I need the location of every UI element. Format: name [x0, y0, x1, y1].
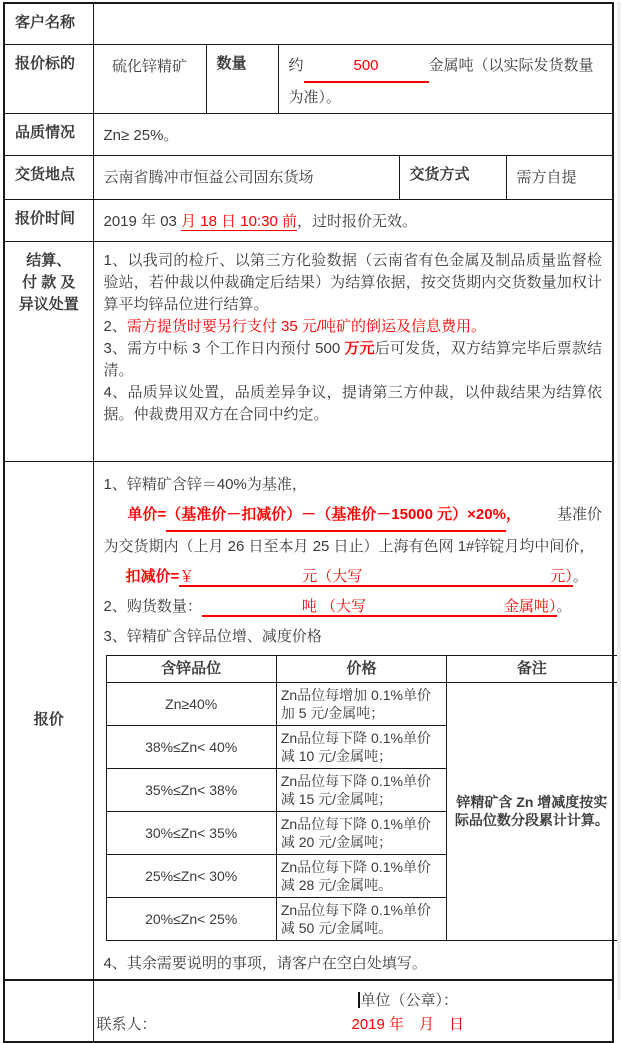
quote-details-cell — [93, 461, 613, 980]
settlement-label-line1: 结算、 — [26, 251, 72, 269]
settlement-label-line2: 付 款 及 — [22, 273, 76, 291]
quote-time-prefix: 2019 年 03 — [103, 212, 182, 230]
purchase-quantity-line — [104, 592, 603, 622]
yuan-sign: ￥ — [179, 567, 195, 585]
table-row — [4, 461, 613, 980]
quotation-document-page — [0, 2, 621, 1033]
quote-time-deadline: 月 18 日 10:30 前 — [181, 212, 297, 230]
quantity-value-cell — [278, 44, 613, 113]
settlement-item-4: 4、品质异议处置，品质差异争议，提请第三方仲裁，以仲裁结果为结算依据。仲裁费用双方在合同中约定。 — [103, 383, 603, 423]
grade-range: 30%≤Zn< 35% — [106, 811, 276, 854]
delivery-place-value: 云南省腾冲市恒益公司固东货场 — [93, 155, 399, 199]
unit-price-formula-body: （基准价－扣减价）－（基准价－15000 元）×20% — [166, 500, 506, 532]
deduction-price-line — [104, 562, 603, 592]
settlement-item-3-pre: 3、需方中标 3 个工作日内预付 500 — [103, 339, 345, 357]
contact-person-label: 联系人： — [96, 1015, 157, 1033]
deduction-end-text: 元） — [550, 567, 573, 585]
price-rule: Zn品位每增加 0.1%单价加 5 元/金属吨； — [276, 682, 446, 725]
deduction-amount-blank[interactable] — [194, 566, 302, 581]
purchase-quantity-unit: 吨 （大写 — [301, 597, 367, 615]
quote-item-3: 3、锌精矿含锌品位增、减度价格 — [103, 627, 322, 645]
settlement-item-2-fee-note: 需方提货时要另行支付 35 元/吨矿的倒运及信息费用。 — [126, 317, 487, 335]
grade-column-header: 含锌品位 — [106, 655, 276, 682]
customer-name-label: 客户名称 — [4, 3, 93, 44]
remark-column-header: 备注 — [447, 655, 617, 682]
purchase-quantity-unit-end: 金属吨） — [504, 597, 557, 615]
table-row — [4, 44, 613, 113]
deduction-label: 扣减价= — [125, 567, 180, 585]
quote-item-4: 4、其余需要说明的事项，请客户在空白处填写。 — [103, 954, 427, 972]
delivery-method-label: 交货方式 — [399, 155, 506, 199]
settlement-item-3 — [104, 338, 603, 382]
unit-price-formula-comma: ， — [505, 505, 521, 523]
signature-date: 2019 年 月 日 — [351, 1015, 465, 1033]
price-column-header: 价格 — [276, 655, 446, 682]
delivery-method-value: 需方自提 — [506, 155, 613, 199]
grade-range: 38%≤Zn< 40% — [106, 725, 276, 768]
table-row — [106, 682, 617, 725]
grade-range: 35%≤Zn< 38% — [106, 768, 276, 811]
price-rule: Zn品位每下降 0.1%单价减 10 元/金属吨； — [276, 725, 446, 768]
purchase-quantity-words-blank[interactable] — [366, 596, 504, 611]
company-seal-line — [358, 990, 459, 1012]
quality-value: Zn≥ 25%。 — [93, 113, 613, 155]
quote-time-value-cell — [93, 199, 613, 241]
settlement-label — [4, 241, 93, 461]
base-price-term: 基准价 — [557, 505, 603, 523]
zinc-grade-price-table — [106, 655, 618, 941]
price-rule: Zn品位每下降 0.1%单价减 50 元/金属吨。 — [276, 897, 446, 940]
signature-cell[interactable] — [93, 980, 613, 1042]
text-cursor — [358, 992, 360, 1008]
subject-value: 硫化锌精矿 — [93, 44, 206, 113]
purchase-quantity-blank[interactable] — [202, 596, 302, 611]
price-rule: Zn品位每下降 0.1%单价减 20 元/金属吨； — [276, 811, 446, 854]
deduction-period: 。 — [572, 567, 588, 585]
footer-empty-cell — [4, 980, 93, 1042]
grade-range: 20%≤Zn< 25% — [106, 897, 276, 940]
table-row — [4, 199, 613, 241]
quantity-fill-in[interactable]: 500 — [304, 51, 429, 83]
quality-label: 品质情况 — [4, 113, 93, 155]
settlement-item-2-number: 2、 — [103, 317, 127, 335]
quantity-suffix: 金属吨（以实际发货数量为准）。 — [288, 56, 594, 106]
table-row — [4, 155, 613, 199]
subject-label: 报价标的 — [4, 44, 93, 113]
company-seal-label: 单位（公章）： — [360, 991, 459, 1009]
customer-name-value-cell[interactable] — [93, 3, 613, 44]
base-price-definition: 为交货期内（上月 26 日至本月 25 日止）上海有色网 1#锌锭月均中间价， — [103, 537, 595, 555]
table-row — [4, 241, 613, 461]
quote-time-suffix: ，过时报价无效。 — [296, 212, 417, 230]
price-rule: Zn品位每下降 0.1%单价减 28 元/金属吨。 — [276, 854, 446, 897]
settlement-item-3-post: 后可发货，双方结算完毕后票款结清。 — [103, 339, 602, 379]
table-row — [106, 655, 617, 682]
table-row — [4, 113, 613, 155]
deduction-amount-words-blank[interactable] — [362, 566, 550, 581]
grade-range: 25%≤Zn< 30% — [106, 854, 276, 897]
grade-range: Zn≥40% — [106, 682, 276, 725]
delivery-place-label: 交货地点 — [4, 155, 93, 199]
quote-item-1: 1、锌精矿含锌＝40%为基准， — [103, 475, 307, 493]
table-row — [4, 980, 613, 1042]
settlement-terms-cell — [93, 241, 613, 461]
page-edge-strip — [617, 2, 621, 1000]
formula-spacer — [521, 500, 557, 532]
quotation-form-table — [3, 2, 614, 1043]
settlement-item-1: 1、以我司的检斤、以第三方化验数据（云南省有色金属及制品质量监督检验站，若仲裁以仲裁确定后结果）为结算依据，按交货期内交货数量加权计算平均锌品位进行结算。 — [103, 251, 603, 313]
deduction-mid-text: 元（大写 — [302, 567, 363, 585]
settlement-item-2 — [104, 316, 603, 338]
purchase-quantity-label: 2、购货数量： — [103, 597, 202, 615]
price-rule: Zn品位每下降 0.1%单价减 15 元/金属吨； — [276, 768, 446, 811]
unit-price-formula-label: 单价= — [127, 505, 167, 523]
quote-label: 报价 — [4, 461, 93, 980]
grade-table-remark: 锌精矿含 Zn 增减度按实际品位数分段累计计算。 — [447, 682, 617, 940]
quantity-prefix: 约 — [288, 56, 304, 74]
unit-price-formula-line — [104, 500, 603, 532]
table-row — [4, 3, 613, 44]
quantity-label: 数量 — [206, 44, 278, 113]
purchase-quantity-period: 。 — [556, 597, 572, 615]
settlement-label-line3: 异议处置 — [18, 295, 79, 313]
settlement-item-3-unit: 万元 — [344, 339, 375, 357]
quote-time-label: 报价时间 — [4, 199, 93, 241]
